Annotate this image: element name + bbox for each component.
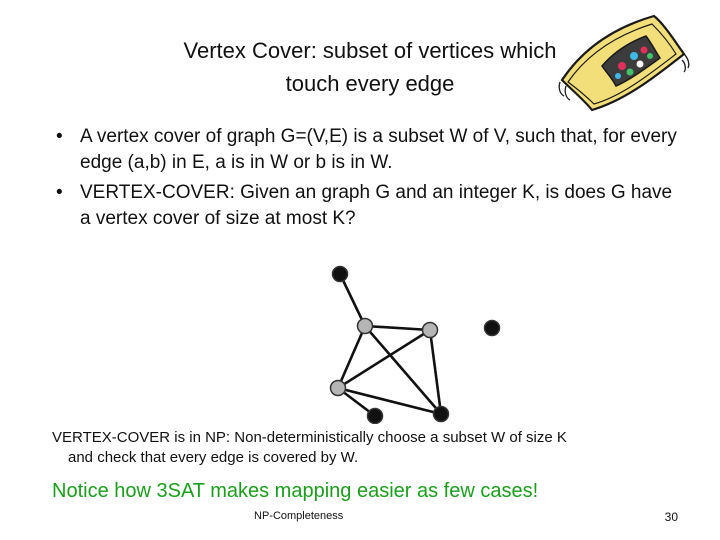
np-line-2: and check that every edge is covered by W. (68, 449, 359, 466)
magic-carpet-icon (556, 10, 692, 116)
graph-edge (365, 326, 441, 414)
bullet-icon: • (56, 182, 63, 203)
bullet-text-definition: A vertex cover of graph G=(V,E) is a subset W of V, such that, for every edge (a,b) in E, a is in W or b is in W. (80, 126, 677, 173)
bullet-item-problem (52, 180, 684, 232)
np-line-1: VERTEX-COVER is in NP: Non-deterministically choose a subset W of size K (52, 429, 567, 446)
np-membership-text (52, 428, 692, 468)
graph-vertex (331, 381, 346, 396)
footer-title: NP-Completeness (254, 510, 344, 522)
bullet-item-definition (52, 124, 684, 176)
graph-vertex (333, 267, 348, 282)
bullet-list (52, 124, 684, 236)
graph-vertex (358, 319, 373, 334)
graph-vertex (434, 407, 449, 422)
bullet-text-problem: VERTEX-COVER: Given an graph G and an integer K, is does G have a vertex cover of size at most K? (80, 182, 673, 229)
example-graph (310, 258, 510, 424)
page-number: 30 (664, 510, 678, 524)
graph-vertex (423, 323, 438, 338)
title-line-2: touch every edge (285, 71, 455, 96)
graph-edge (365, 326, 430, 330)
title-line-1: Vertex Cover: subset of vertices which (183, 38, 557, 63)
bullet-icon: • (56, 126, 63, 147)
graph-vertex (485, 321, 500, 336)
graph-vertex (368, 409, 383, 424)
graph-edge (340, 274, 365, 326)
graph-edges (338, 274, 441, 416)
notice-text: Notice how 3SAT makes mapping easier as few cases! (52, 480, 539, 502)
